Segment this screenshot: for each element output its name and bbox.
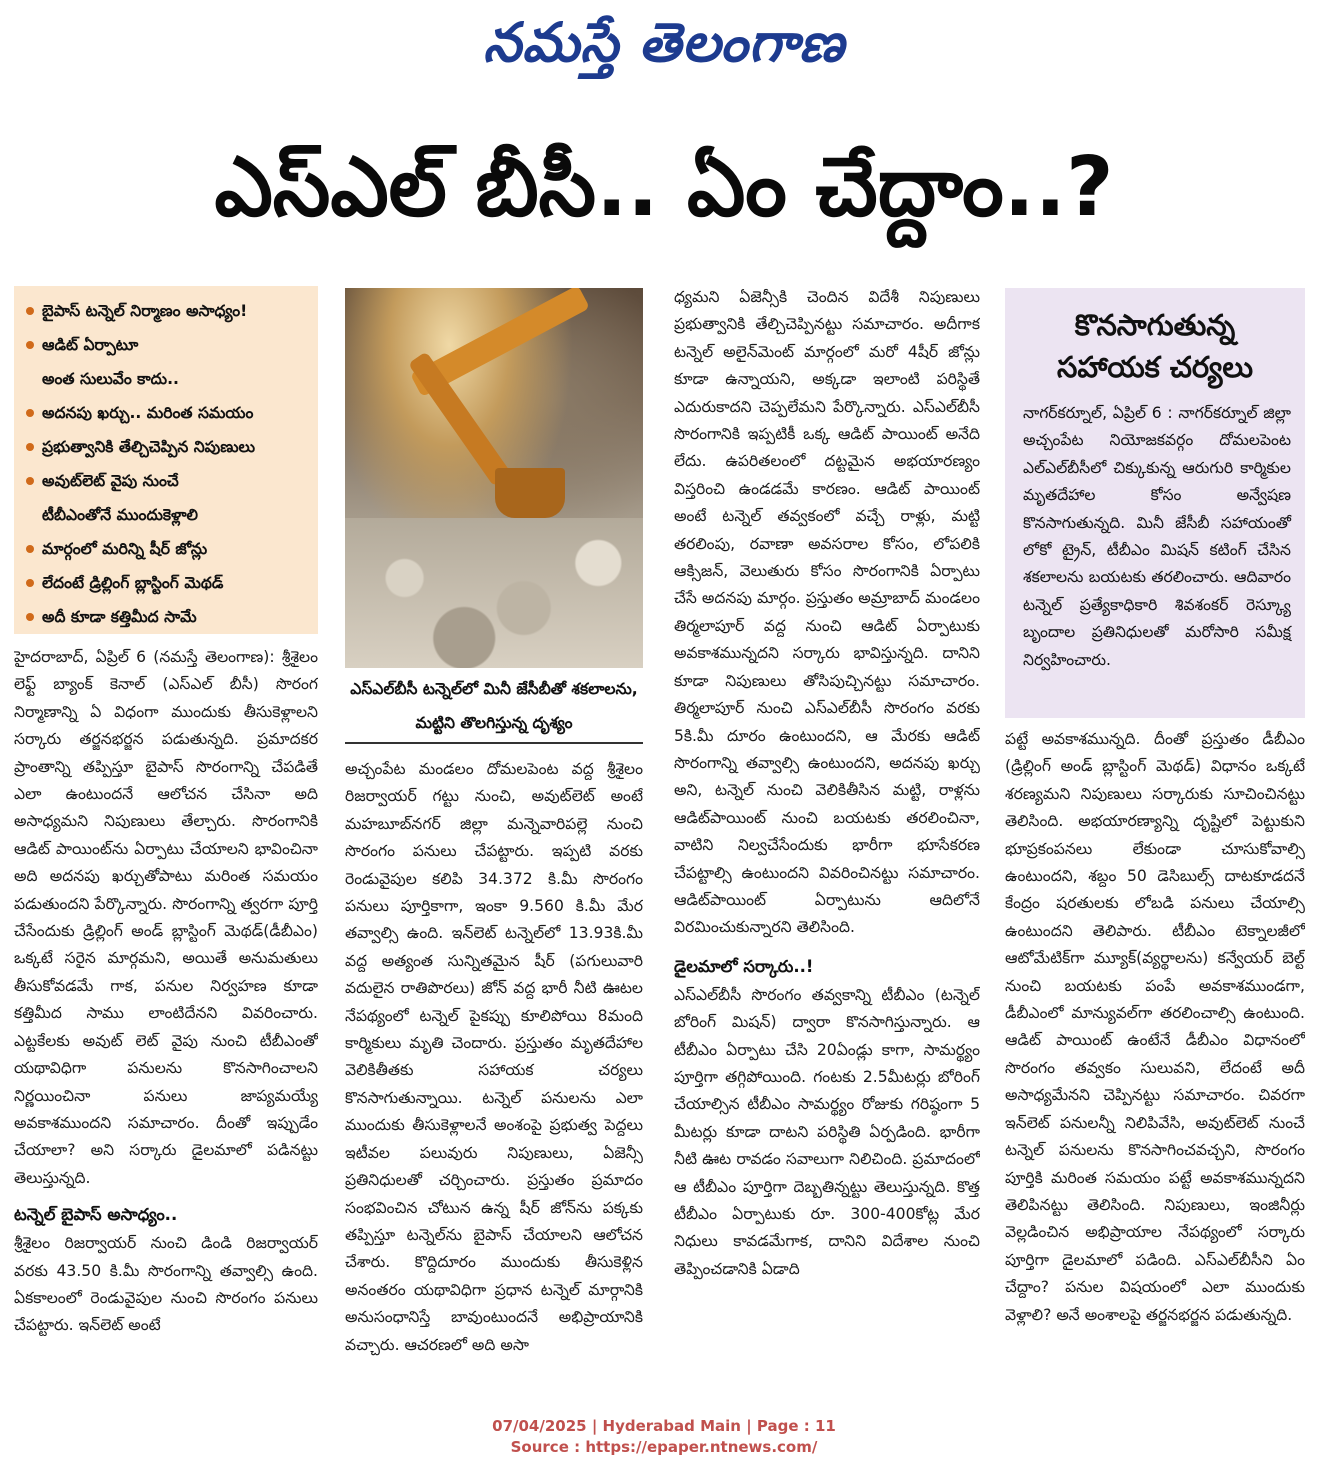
highlights-box — [14, 286, 318, 634]
highlight-item: ఆడిట్ ఏర్పాటూ — [24, 328, 310, 362]
sidebox-body: నాగర్‌కర్నూల్, ఏప్రిల్ 6 : నాగర్‌కర్నూల్ జిల్లా అచ్చంపేట నియోజకవర్గం దోమలపెంట ఎల్ఎల్‌బీసీలో చిక్కుకున్న ఆరుగురి కార్మికుల మృతదేహాల కోసం అన్వేషణ కొనసాగుతున్నది. మినీ జేసీబీ సహాయంతో లోకో ట్రైన్, టీబీఎం మిషన్ కటింగ్ చేసిన శకలాలను బయటకు తరలించారు. ఆదివారం టన్నెల్ ప్రత్యేకాధికారి శివశంకర్ రెస్క్యూ బృందాల ప్రతినిధులతో మరోసారి సమీక్ష నిర్వహించారు. — [1023, 404, 1291, 669]
highlight-item: అదీ కూడా కత్తిమీద సామే — [24, 600, 310, 634]
article-paragraph: అచ్చంపేట మండలం దోమలపెంట వద్ద శ్రీశైలం రిజర్వాయర్ గట్టు నుంచి, అవుట్‌లెట్ అంటే మహబూబ్‌నగర్ జిల్లా మన్నెవారిపల్లె నుంచి సొరంగం పనులు చేపట్టారు. ఇప్పటి వరకు రెండువైపుల కలిపి 34.372 కి.మీ సొరంగం పనులు పూర్తికాగా, ఇంకా 9.560 కి.మీ మేర తవ్వాల్సి ఉంది. ఇన్‌లెట్ టన్నెల్‌లో 13.93కి.మీ వద్ద అత్యంత సున్నితమైన షీర్ (పగులువారి వదులైన రాతిపొరలు) జోన్ వద్ద భారీ నీటి ఊటల నేపథ్యంలో టన్నెల్ పైకప్పు కూలిపోయి 8మంది కార్మికులు మృతి చెందారు. ప్రస్తుతం మృతదేహాల వెలికితీతకు సహాయక చర్యలు కొనసాగుతున్నాయి. టన్నెల్ పనులను ఎలా ముందుకు తీసుకెళ్లాలనే అంశంపై ప్రభుత్వ పెద్దలు ఇటీవల పలువురు నిపుణులు, ఏజెన్సీ ప్రతినిధులతో చర్చించారు. ప్రస్తుతం ప్రమాదం సంభవించిన చోటున ఉన్న షీర్ జోన్‌ను పక్కకు తప్పిస్తూ టన్నెల్‌ను బైపాస్ చేయాలని ఆలోచన చేశారు. కొద్దిదూరం ముందుకు తీసుకెళ్లిన అనంతరం యథావిధిగా ప్రధాన టన్నెల్ మార్గానికి అనుసంధానిస్తే బావుంటుందనే అభిప్రాయానికి వచ్చారు. ఆచరణలో అది అసా — [345, 760, 643, 1354]
highlight-item-continued: టీబీఎంతోనే ముందుకెళ్లాలి — [42, 506, 198, 524]
bullet-icon — [26, 545, 34, 553]
highlight-item: బైపాస్ టన్నెల్ నిర్మాణం అసాధ్యం! — [24, 294, 310, 328]
article-paragraph: ధ్యమని ఏజెన్సీకి చెందిన విదేశీ నిపుణులు ప్రభుత్వానికి తేల్చిచెప్పినట్టు సమాచారం. అదీగాక టన్నెల్ అలైన్‌మెంట్ మార్గంలో మరో 4షీర్ జోన్లు కూడా ఉన్నాయని, అక్కడా ఇలాంటి పరిస్థితే ఎదురుకాదని చెప్పలేమని పేర్కొన్నారు. ఎస్ఎల్‌బీసీ సొరంగానికి ఇప్పటికీ ఒక్క ఆడిట్ పాయింట్ అనేది లేదు. ఉపరితలంలో దట్టమైన అభయారణ్యం విస్తరించి ఉండడమే కారణం. ఆడిట్ పాయింట్ అంటే టన్నెల్ తవ్వకంలో వచ్చే రాళ్లు, మట్టి తరలింపు, రవాణా అవసరాల కోసం, లోపలికి ఆక్సిజన్, వెలుతురు కోసం సొరంగానికి ఏర్పాటు చేసే అదనపు మార్గం. ప్రస్తుతం అమ్రాబాద్ మండలం తిర్మలాపూర్ వద్ద నుంచి ఆడిట్ ఏర్పాటుకు అవకాశమున్నదని సర్కారు భావిస్తున్నది. దానిని కూడా నిపుణులు తోసిపుచ్చినట్టు సమాచారం. తిర్మలాపూర్ నుంచి ఎస్ఎల్‌బీసీ సొరంగం వరకు 5కి.మీ దూరం ఉంటుందని, ఆ మేరకు ఆడిట్ సొరంగాన్ని తవ్వాల్సి ఉంటుందని, అదనపు ఖర్చు అని, టన్నెల్ నుంచి వెలికితీసిన మట్టి, రాళ్లను ఆడిట్‌పాయింట్ నుంచి బయటకు తరలించినా, వాటిని నిల్వచేసేందుకు భారీగా భూసేకరణ చేపట్టాల్సి ఉంటుందని వివరించినట్టు సమాచారం. ఆడిట్‌పాయింట్ ఏర్పాటును ఆదిలోనే విరమించుకున్నారని తెలిసింది. — [674, 288, 980, 937]
article-column-2 — [345, 756, 643, 1396]
article-column-1 — [14, 644, 318, 1396]
bullet-icon — [26, 307, 34, 315]
rescue-sidebox — [1005, 288, 1305, 718]
headline: ఎస్ఎల్ బీసీ.. ఏం చేద్దాం..? — [214, 140, 1114, 235]
highlight-item: మార్గంలో మరిన్ని షీర్ జోన్లు — [24, 532, 310, 566]
article-column-4 — [1005, 726, 1305, 1396]
article-paragraph: శ్రీశైలం రిజర్వాయర్ నుంచి డిండి రిజర్వాయర్ వరకు 43.50 కి.మీ సొరంగాన్ని తవ్వాల్సి ఉంది. ఏకకాలంలో రెండువైపుల నుంచి సొరంగం పనులు చేపట్టారు. ఇన్‌లెట్ అంటే — [14, 1234, 318, 1335]
highlight-item: అవుట్‌లెట్ వైపు నుంచే — [24, 464, 310, 498]
highlight-item: లేదంటే డ్రిల్లింగ్ బ్లాస్టింగ్ మెథడ్ — [24, 566, 310, 600]
section-subhead: టన్నెల్ బైపాస్ అసాధ్యం.. — [14, 1205, 178, 1225]
page-footer — [0, 1416, 1328, 1458]
bullet-icon — [26, 579, 34, 587]
photo-caption: ఎస్ఎల్‌బీసీ టన్నెల్‌లో మినీ జేసీబీతో శకలాలను, మట్టిని తొలగిస్తున్న దృశ్యం — [345, 672, 643, 744]
rubble-shape — [345, 518, 643, 668]
highlight-item: అదనపు ఖర్చు.. మరింత సమయం — [24, 396, 310, 430]
section-subhead: డైలమాలో సర్కారు..! — [674, 956, 814, 976]
bullet-icon — [26, 477, 34, 485]
excavator-bucket-shape — [495, 468, 565, 518]
bullet-icon — [26, 409, 34, 417]
tunnel-excavator-photo — [345, 288, 643, 668]
highlight-item: ప్రభుత్వానికి తేల్చిచెప్పిన నిపుణులు — [24, 430, 310, 464]
footer-date-edition: 07/04/2025 | Hyderabad Main | Page : 11 — [492, 1417, 836, 1435]
bullet-icon — [26, 341, 34, 349]
article-paragraph: పట్టే అవకాశమున్నది. దీంతో ప్రస్తుతం డీబీఎం (డ్రిల్లింగ్ అండ్ బ్లాస్టింగ్ మెథడ్) విధానం ఒక్కటే శరణ్యమని నిపుణులు సర్కారుకు సూచించినట్టు తెలిసింది. అభయారణ్యాన్ని దృష్టిలో పెట్టుకుని భూప్రకంపనలు లేకుండా చూసుకోవాల్సి ఉంటుందని, శబ్దం 50 డెసిబుల్స్ దాటకూడదనే కేంద్రం షరతులకు లోబడి పనులు చేయాల్సి ఉంటుందని తెలిపారు. టీబీఎం టెక్నాలజీలో ఆటోమేటిక్‌గా మ్యూక్(వ్యర్థాలను) కన్వేయర్ బెల్ట్ నుంచి బయటకు పంపే అవకాశముండగా, డీబీఎంలో మాన్యువల్‌గా తరలించాల్సి ఉంటుంది. ఆడిట్ పాయింట్ ఉంటేనే డీబీఎం విధానంలో సొరంగం తవ్వకం సులువని, లేదంటే అదీ అసాధ్యమేనని చెప్పినట్టు సమాచారం. చివరగా ఇన్‌లెట్ పనులన్నీ నిలిపివేసి, అవుట్‌లెట్ నుంచే టన్నెల్ పనులను కొనసాగించవచ్చని, సొరంగం పూర్తికి మరింత సమయం పట్టే అవకాశమున్నదని తెలిపినట్టు తెలిసింది. నిపుణులు, ఇంజినీర్లు వెల్లడించిన అభిప్రాయాల నేపథ్యంలో సర్కారు పూర్తిగా డైలమాలో పడింది. ఎస్ఎల్‌బీసీని ఏం చేద్దాం? పనుల విషయంలో ఎలా ముందుకు వెళ్లాలి? అనే అంశాలపై తర్జనభర్జన పడుతున్నది. — [1005, 730, 1305, 1324]
highlight-item-continued: అంత సులువేం కాదు.. — [42, 370, 179, 388]
footer-source-link[interactable]: Source : https://epaper.ntnews.com/ — [510, 1438, 818, 1456]
bullet-icon — [26, 613, 34, 621]
article-paragraph: ఎస్ఎల్‌బీసీ సొరంగం తవ్వకాన్ని టీబీఎం (టన్నెల్ బోరింగ్ మిషన్) ద్వారా కొనసాగిస్తున్నారు. ఆ టీబీఎం ఏర్పాటు చేసి 20ఏండ్లు కాగా, సామర్థ్యం పూర్తిగా తగ్గిపోయింది. గంటకు 2.5మీటర్లు బోరింగ్ చేయాల్సిన టీబీఎం సామర్థ్యం రోజుకు గరిష్ఠంగా 5 మీటర్లు కూడా దాటని పరిస్థితి ఏర్పడింది. భారీగా నీటి ఊట రావడం సవాలుగా నిలిచింది. ప్రమాదంలో ఆ టీబీఎం పూర్తిగా దెబ్బతిన్నట్టు తెలుస్తున్నది. కొత్త టీబీఎం ఏర్పాటుకు రూ. 300-400కోట్ల మేర నిధులు కావడమేగాక, దానిని విదేశాల నుంచి తెప్పించడానికి ఏడాది — [674, 985, 980, 1278]
article-column-3 — [674, 284, 980, 1396]
sidebox-title: కొనసాగుతున్న సహాయక చర్యలు — [1057, 308, 1253, 384]
masthead-logo: నమస్తే తెలంగాణ — [483, 10, 845, 74]
bullet-icon — [26, 443, 34, 451]
article-paragraph: హైదరాబాద్, ఏప్రిల్ 6 (నమస్తే తెలంగాణ): శ్రీశైలం లెఫ్ట్ బ్యాంక్ కెనాల్ (ఎస్ఎల్ బీసీ) సొరంగ నిర్మాణాన్ని ఏ విధంగా ముందుకు తీసుకెళ్లాలని సర్కారు తర్జనభర్జన పడుతున్నది. ప్రమాదకర ప్రాంతాన్ని తప్పిస్తూ బైపాస్ సొరంగాన్ని చేపడితే ఎలా ఉంటుందనే ఆలోచన చేసినా అది అసాధ్యమని నిపుణులు తేల్చారు. సొరంగానికి ఆడిట్ పాయింట్‌ను ఏర్పాటు చేయాలని భావించినా అది అదనపు ఖర్చుతోపాటు మరింత సమయం పడుతుందని పేర్కొన్నారు. సొరంగాన్ని త్వరగా పూర్తి చేసేందుకు డ్రిల్లింగ్ అండ్ బ్లాస్టింగ్ మెథడ్(డీబీఎం) ఒక్కటే సరైన మార్గమని, అయితే అనుమతులు తీసుకోవడమే గాక, పనుల నిర్వహణ కూడా కత్తిమీద సాము లాంటిదేనని వివరించారు. ఎట్టకేలకు అవుట్ లెట్ వైపు నుంచి టీబీఎంతో యథావిధిగా పనులను కొనసాగించాలని నిర్ణయించినా పనులు జాప్యమయ్యే అవకాశముందని సమాచారం. దీంతో ఇప్పుడేం చేయాలా? అని సర్కారు డైలమాలో పడినట్టు తెలుస్తున్నది. — [14, 648, 318, 1187]
